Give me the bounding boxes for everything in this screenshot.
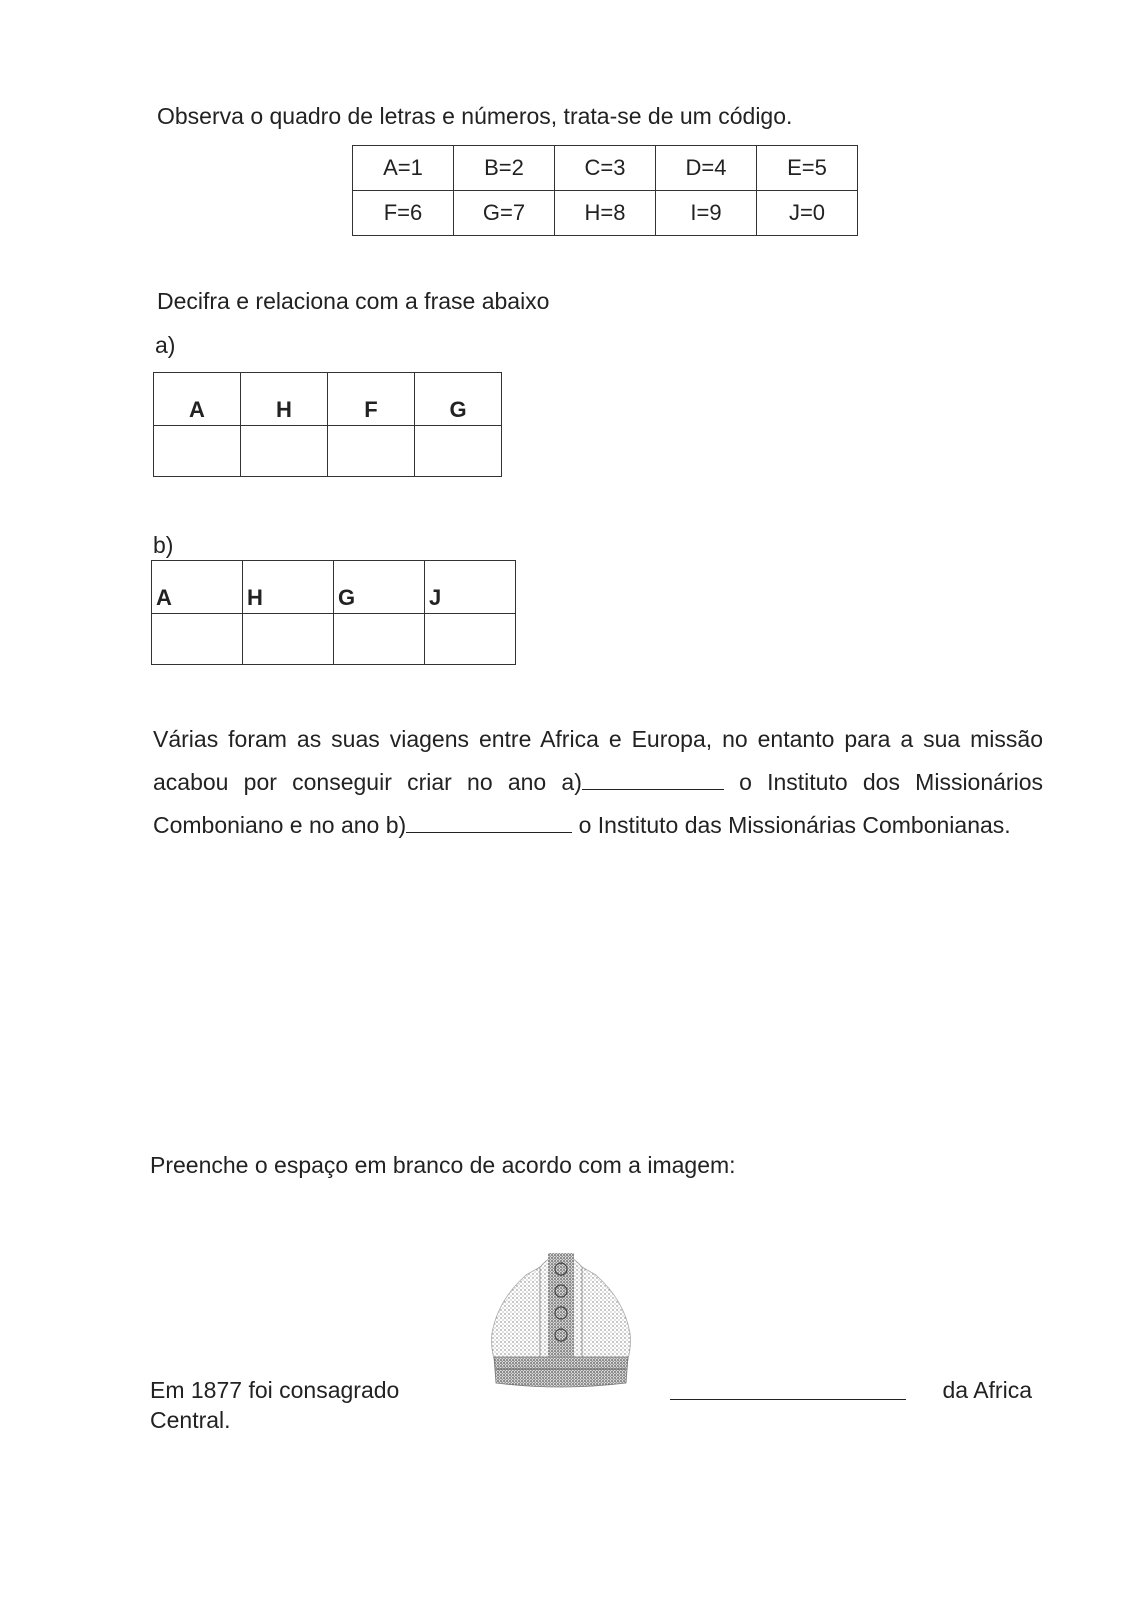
final-after: da Africa: [942, 1377, 1032, 1403]
instruction-text: Decifra e relaciona com a frase abaixo: [157, 288, 550, 314]
intro-text: Observa o quadro de letras e números, trata-se de um código.: [157, 103, 793, 129]
answer-row: [154, 426, 502, 477]
answer-cell[interactable]: [243, 614, 334, 665]
code-cell: I=9: [656, 191, 757, 236]
blank-year-b[interactable]: [406, 814, 572, 833]
letter-cell: G: [415, 373, 502, 426]
code-cell: J=0: [757, 191, 858, 236]
mitre-icon: [488, 1245, 634, 1393]
answer-cell[interactable]: [154, 426, 241, 477]
letter-cell: J: [425, 561, 516, 614]
letter-cell: H: [241, 373, 328, 426]
letter-cell: A: [154, 373, 241, 426]
answer-cell[interactable]: [328, 426, 415, 477]
exercise-b-label: b): [153, 532, 174, 558]
letter-row: [154, 373, 502, 426]
exercise-a-grid: [153, 372, 502, 477]
code-cell: G=7: [454, 191, 555, 236]
exercise-a-label: a): [155, 332, 176, 358]
paragraph-part: o Instituto das Missionárias Combonianas.: [572, 812, 1011, 838]
code-cell: C=3: [555, 146, 656, 191]
answer-cell[interactable]: [334, 614, 425, 665]
code-cell: D=4: [656, 146, 757, 191]
blank-year-a[interactable]: [582, 771, 724, 790]
letter-row: [152, 561, 516, 614]
final-continuation: Central.: [150, 1407, 231, 1433]
answer-cell[interactable]: [425, 614, 516, 665]
answer-row: [152, 614, 516, 665]
final-before: Em 1877 foi consagrado: [150, 1377, 400, 1403]
code-cell: F=6: [353, 191, 454, 236]
letter-cell: G: [334, 561, 425, 614]
paragraph-part: o Instituto dos Missionários Comboniano e no ano b): [153, 769, 1043, 838]
answer-cell[interactable]: [415, 426, 502, 477]
answer-cell[interactable]: [241, 426, 328, 477]
code-cell: E=5: [757, 146, 858, 191]
paragraph-part: Várias foram as suas viagens entre Africa e Europa, no entanto para a sua missão acabou por conseguir criar no ano a): [153, 726, 1043, 795]
exercise-b-grid: [151, 560, 516, 665]
answer-cell[interactable]: [152, 614, 243, 665]
letter-cell: H: [243, 561, 334, 614]
letter-cell: A: [152, 561, 243, 614]
code-row: [353, 191, 858, 236]
code-cell: H=8: [555, 191, 656, 236]
code-row: [353, 146, 858, 191]
code-table: [352, 145, 858, 236]
blank-title[interactable]: [670, 1381, 906, 1400]
letter-cell: F: [328, 373, 415, 426]
fill-instruction: Preenche o espaço em branco de acordo com a imagem:: [150, 1152, 736, 1178]
paragraph: [153, 718, 1043, 847]
code-cell: A=1: [353, 146, 454, 191]
code-cell: B=2: [454, 146, 555, 191]
